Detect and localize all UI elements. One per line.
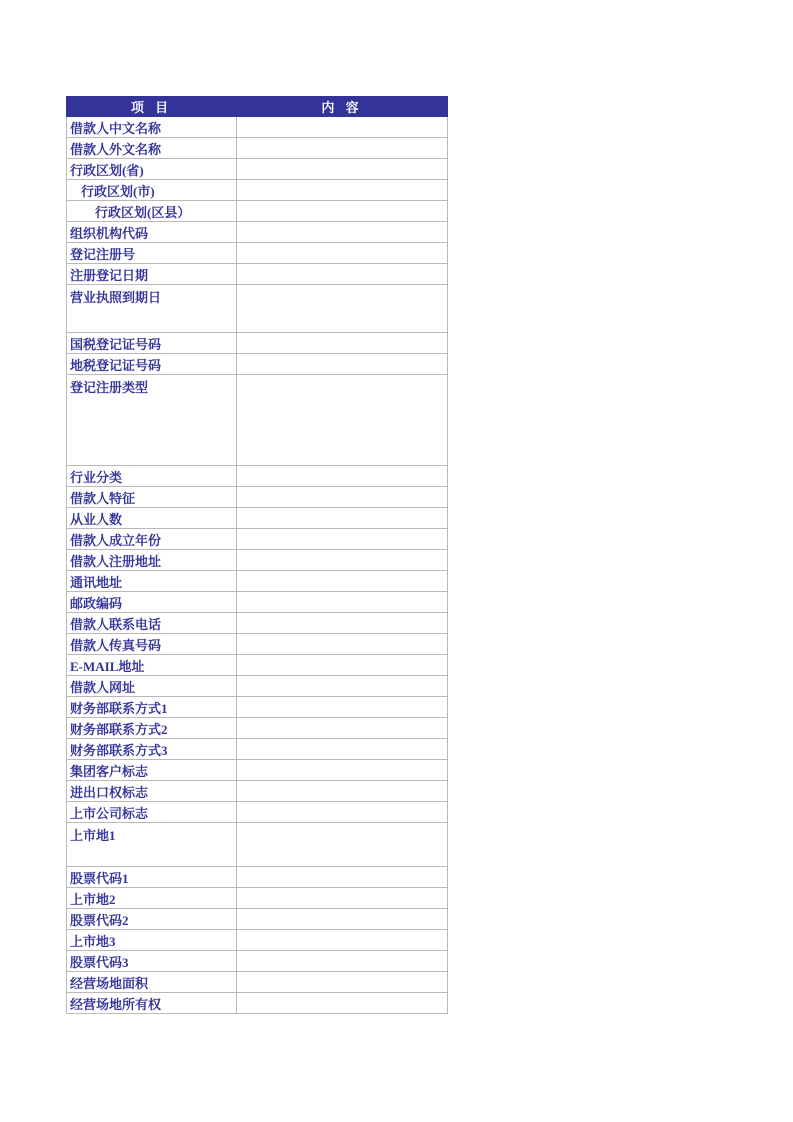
row-value-cell[interactable] (237, 802, 448, 823)
row-value-cell[interactable] (237, 264, 448, 285)
table-row (67, 117, 448, 138)
row-label: 组织机构代码 (67, 222, 237, 243)
row-label: 借款人特征 (67, 487, 237, 508)
row-value-cell[interactable] (237, 823, 448, 867)
row-label: 国税登记证号码 (67, 333, 237, 354)
table-row (67, 993, 448, 1014)
row-value-cell[interactable] (237, 138, 448, 159)
row-value-cell[interactable] (237, 571, 448, 592)
row-label: 借款人传真号码 (67, 634, 237, 655)
row-label: 集团客户标志 (67, 760, 237, 781)
table-row (67, 888, 448, 909)
row-value-cell[interactable] (237, 222, 448, 243)
row-label: 行政区划(省) (67, 159, 237, 180)
row-value-cell[interactable] (237, 159, 448, 180)
table-row (67, 676, 448, 697)
row-label: 经营场地所有权 (67, 993, 237, 1014)
row-value-cell[interactable] (237, 201, 448, 222)
row-label: 财务部联系方式1 (67, 697, 237, 718)
row-label: 进出口权标志 (67, 781, 237, 802)
table-row (67, 264, 448, 285)
row-label: 股票代码2 (67, 909, 237, 930)
row-label: 股票代码3 (67, 951, 237, 972)
table-row (67, 243, 448, 264)
column-header-content: 内 容 (237, 97, 448, 117)
table-row (67, 930, 448, 951)
table-row (67, 592, 448, 613)
row-value-cell[interactable] (237, 634, 448, 655)
table-row (67, 354, 448, 375)
table-row (67, 718, 448, 739)
row-value-cell[interactable] (237, 508, 448, 529)
table-row (67, 823, 448, 867)
row-label: 邮政编码 (67, 592, 237, 613)
row-label: 行政区划(区县） (67, 201, 237, 222)
row-label: 登记注册号 (67, 243, 237, 264)
table-row (67, 285, 448, 333)
row-value-cell[interactable] (237, 613, 448, 634)
row-label: 行政区划(市) (67, 180, 237, 201)
row-value-cell[interactable] (237, 592, 448, 613)
row-label: 财务部联系方式3 (67, 739, 237, 760)
row-label: 上市公司标志 (67, 802, 237, 823)
table-row (67, 972, 448, 993)
row-value-cell[interactable] (237, 739, 448, 760)
row-label: 借款人注册地址 (67, 550, 237, 571)
table-header (67, 97, 448, 117)
table-row (67, 739, 448, 760)
table-row (67, 781, 448, 802)
table-row (67, 508, 448, 529)
row-label: 借款人外文名称 (67, 138, 237, 159)
table-body (67, 117, 448, 1014)
row-label: 注册登记日期 (67, 264, 237, 285)
table-row (67, 951, 448, 972)
table-row (67, 138, 448, 159)
row-label: 经营场地面积 (67, 972, 237, 993)
table-row (67, 655, 448, 676)
row-value-cell[interactable] (237, 333, 448, 354)
row-label: 地税登记证号码 (67, 354, 237, 375)
table-row (67, 529, 448, 550)
row-value-cell[interactable] (237, 993, 448, 1014)
column-header-item: 项 目 (67, 97, 237, 117)
row-label: 借款人网址 (67, 676, 237, 697)
table-row (67, 909, 448, 930)
row-value-cell[interactable] (237, 529, 448, 550)
borrower-info-table (66, 96, 448, 1014)
table-row (67, 487, 448, 508)
form-sheet (66, 96, 447, 1014)
row-value-cell[interactable] (237, 655, 448, 676)
row-label: 行业分类 (67, 466, 237, 487)
row-value-cell[interactable] (237, 760, 448, 781)
table-row (67, 550, 448, 571)
row-value-cell[interactable] (237, 180, 448, 201)
table-row (67, 466, 448, 487)
row-value-cell[interactable] (237, 354, 448, 375)
table-row (67, 201, 448, 222)
row-value-cell[interactable] (237, 951, 448, 972)
row-value-cell[interactable] (237, 285, 448, 333)
row-value-cell[interactable] (237, 888, 448, 909)
row-label: 借款人联系电话 (67, 613, 237, 634)
row-value-cell[interactable] (237, 466, 448, 487)
row-label: 上市地2 (67, 888, 237, 909)
table-row (67, 375, 448, 466)
row-value-cell[interactable] (237, 909, 448, 930)
table-row (67, 571, 448, 592)
table-row (67, 159, 448, 180)
row-label: 上市地1 (67, 823, 237, 867)
row-value-cell[interactable] (237, 243, 448, 264)
row-label: 财务部联系方式2 (67, 718, 237, 739)
table-row (67, 180, 448, 201)
row-value-cell[interactable] (237, 781, 448, 802)
table-row (67, 613, 448, 634)
row-label: E-MAIL地址 (67, 655, 237, 676)
row-label: 通讯地址 (67, 571, 237, 592)
row-value-cell[interactable] (237, 930, 448, 951)
row-value-cell[interactable] (237, 718, 448, 739)
table-header-row (67, 97, 448, 117)
table-row (67, 333, 448, 354)
row-label: 借款人中文名称 (67, 117, 237, 138)
row-label: 股票代码1 (67, 867, 237, 888)
row-label: 登记注册类型 (67, 375, 237, 466)
table-row (67, 867, 448, 888)
row-value-cell[interactable] (237, 676, 448, 697)
row-value-cell[interactable] (237, 375, 448, 466)
row-value-cell[interactable] (237, 867, 448, 888)
row-label: 营业执照到期日 (67, 285, 237, 333)
table-row (67, 222, 448, 243)
table-row (67, 697, 448, 718)
table-row (67, 634, 448, 655)
row-value-cell[interactable] (237, 487, 448, 508)
row-value-cell[interactable] (237, 697, 448, 718)
row-value-cell[interactable] (237, 550, 448, 571)
row-label: 借款人成立年份 (67, 529, 237, 550)
row-label: 从业人数 (67, 508, 237, 529)
table-row (67, 760, 448, 781)
row-value-cell[interactable] (237, 972, 448, 993)
row-value-cell[interactable] (237, 117, 448, 138)
row-label: 上市地3 (67, 930, 237, 951)
table-row (67, 802, 448, 823)
